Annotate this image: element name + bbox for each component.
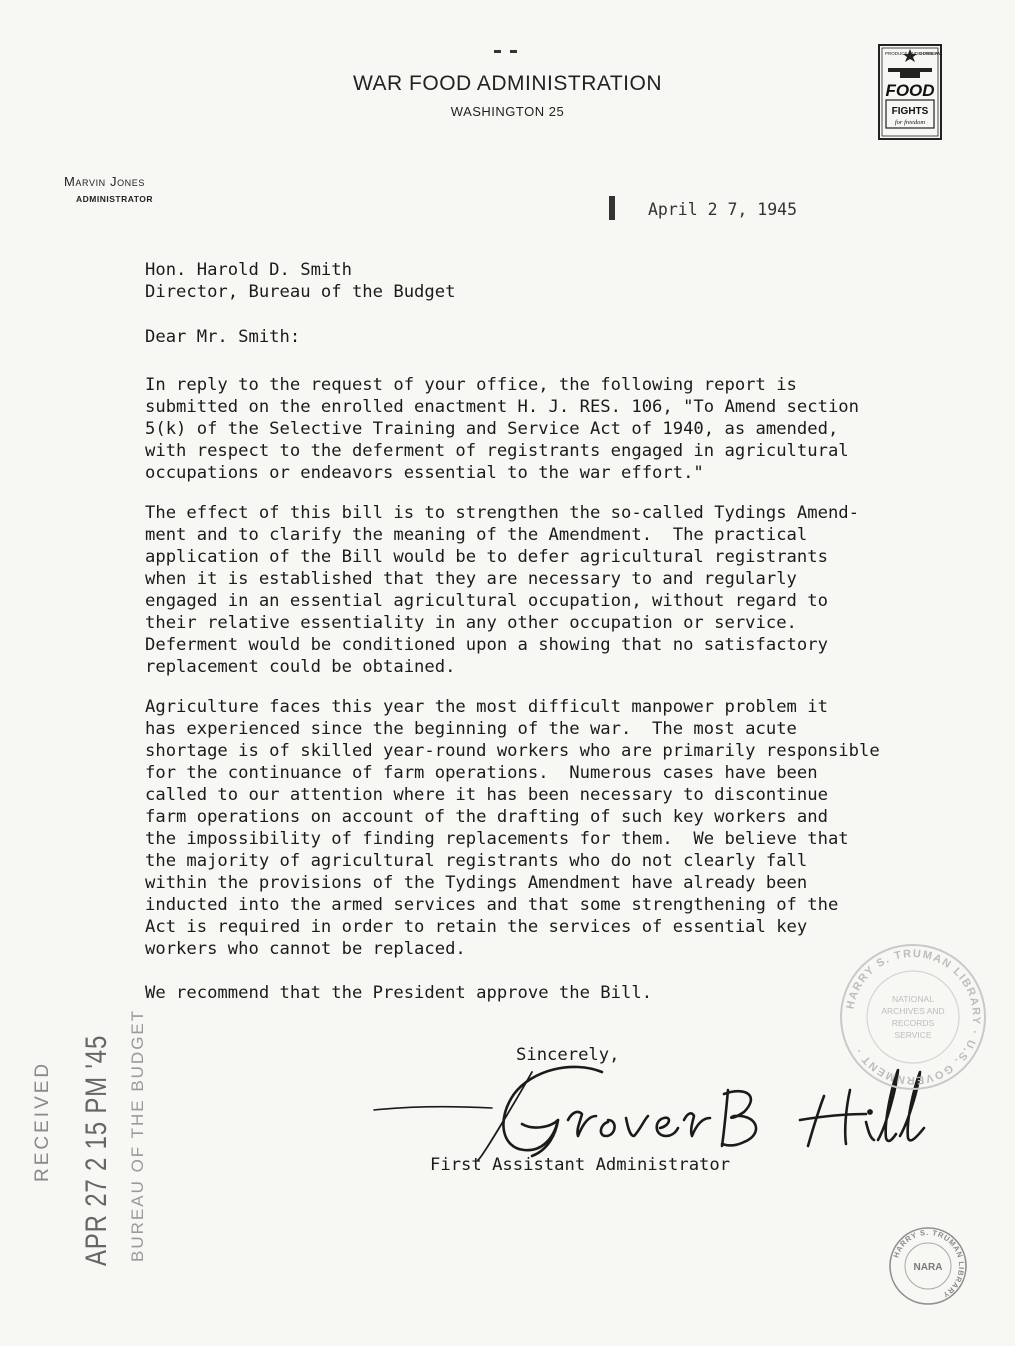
signer-title: First Assistant Administrator (430, 1155, 731, 1175)
paragraph-2 (145, 502, 859, 678)
text-line: called to our attention where it has been necessary to discontinue (145, 785, 828, 805)
text-line: for the continuance of farm operations. Numerous cases have been (145, 763, 818, 783)
letterhead-ornament-left (494, 50, 501, 53)
seal-top-line: NATIONAL (892, 994, 934, 1004)
seal-top-ring-text: HARRY S. TRUMAN LIBRARY · U.S. GOVERNMENT · (844, 947, 983, 1087)
text-line: Deferment would be conditioned upon a showing that no satisfactory (145, 635, 828, 655)
text-line: ment and to clarify the meaning of the Amendment. The practical (145, 525, 808, 545)
seal-top-graphic (838, 942, 988, 1092)
date-stamp-mark (609, 196, 615, 220)
recipient-name: Hon. Harold D. Smith (145, 260, 352, 280)
svg-text:HARRY S. TRUMAN LIBRARY · U.S. (844, 948, 982, 1086)
text-line: the impossibility of finding replacements for them. We believe that (145, 829, 849, 849)
organization-name: WAR FOOD ADMINISTRATION (353, 72, 662, 95)
paragraph-4 (145, 982, 652, 1004)
organization-city: WASHINGTON 25 (450, 104, 565, 119)
seal-bottom-center-text: NARA (913, 1262, 943, 1273)
text-line: We recommend that the President approve the Bill. (145, 983, 653, 1003)
text-line: replacement could be obtained. (145, 657, 456, 677)
text-line: Agriculture faces this year the most difficult manpower problem it (145, 697, 828, 717)
paragraph-1 (145, 374, 859, 484)
text-line: 5(k) of the Selective Training and Service Act of 1940, as amended, (145, 419, 839, 439)
food-fights-logo (878, 44, 942, 140)
text-line: workers who cannot be replaced. (145, 939, 466, 959)
text-line: submitted on the enrolled enactment H. J. RES. 106, "To Amend section (145, 397, 859, 417)
received-stamp-office: BUREAU OF THE BUDGET (128, 1008, 147, 1262)
closing: Sincerely, (516, 1045, 620, 1065)
text-line: application of the Bill would be to defer agricultural registrants (145, 547, 828, 567)
logo-fights-text: FIGHTS (891, 106, 929, 117)
text-line: In reply to the request of your office, the following report is (145, 375, 797, 395)
text-line: within the provisions of the Tydings Amendment have already been (145, 873, 808, 893)
logo-freedom-text: for freedom (894, 119, 926, 126)
seal-bottom-graphic (888, 1226, 968, 1306)
text-line: Act is required in order to retain the services of essential key (145, 917, 808, 937)
seal-top-line: ARCHIVES AND (881, 1006, 945, 1016)
recipient-title: Director, Bureau of the Budget (145, 282, 456, 302)
text-line: the majority of agricultural registrants who do not clearly fall (145, 851, 808, 871)
text-line: with respect to the deferment of registrants engaged in agricultural (145, 441, 849, 461)
letterhead-ornament-right (510, 50, 517, 53)
truman-library-seal-top (838, 942, 988, 1092)
paragraph-3 (145, 696, 880, 960)
received-stamp-label: RECEIVED (32, 1060, 53, 1182)
logo-top-right-text: SHARE AN (918, 51, 941, 56)
text-line: has experienced since the beginning of the war. The most acute (145, 719, 797, 739)
seal-top-line: RECORDS (891, 1018, 935, 1028)
truman-library-seal-bottom (888, 1226, 968, 1306)
logo-top-left-text: PRODUCE AND CONSERVE (885, 51, 942, 56)
text-line: engaged in an essential agricultural occupation, without regard to (145, 591, 828, 611)
text-line: when it is established that they are necessary to and regularly (145, 569, 797, 589)
seal-top-line: SERVICE (894, 1030, 932, 1040)
seal-bottom-ring-text: HARRY S. TRUMAN LIBRARY (891, 1227, 967, 1300)
text-line: farm operations on account of the drafting of such key workers and (145, 807, 828, 827)
food-logo-graphic (878, 44, 942, 140)
received-stamp-date: APR 27 2 15 PM '45 (80, 1034, 113, 1266)
administrator-title: ADMINISTRATOR (76, 194, 154, 204)
text-line: occupations or endeavors essential to the war effort." (145, 463, 704, 483)
text-line: shortage is of skilled year-round workers who are primarily responsible (145, 741, 880, 761)
logo-food-word: FOOD (885, 81, 935, 100)
text-line: The effect of this bill is to strengthen the so-called Tydings Amend- (145, 503, 859, 523)
letter-date: April 2 7, 1945 (648, 200, 798, 219)
administrator-name: Marvin Jones (64, 174, 145, 189)
text-line: their relative essentiality in any other occupation or service. (145, 613, 797, 633)
salutation: Dear Mr. Smith: (145, 327, 301, 347)
text-line: inducted into the armed services and that some strengthening of the (145, 895, 839, 915)
